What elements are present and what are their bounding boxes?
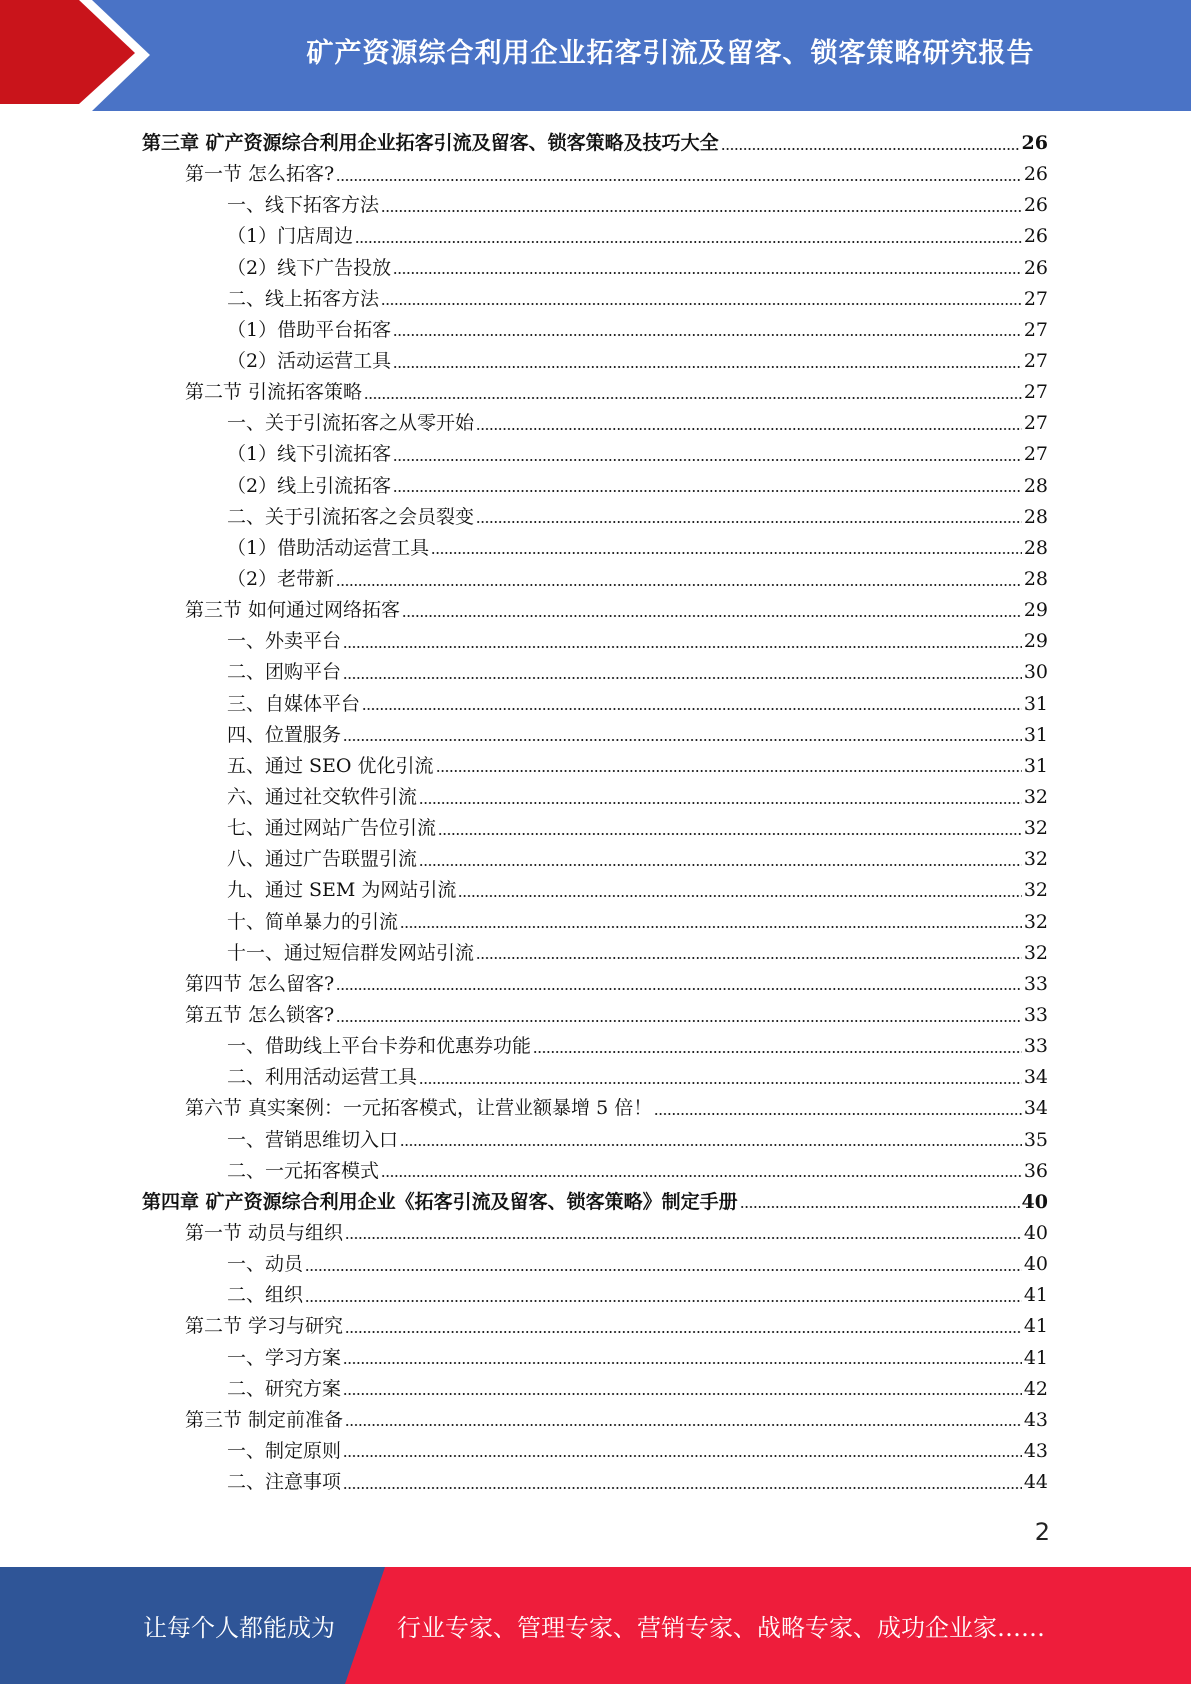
toc-dot-leader xyxy=(438,832,1022,836)
toc-chapter-entry[interactable] xyxy=(142,128,1048,159)
toc-dot-leader xyxy=(305,1268,1022,1272)
toc-entry-label: （2）老带新 xyxy=(227,568,335,591)
toc-entry-label: 二、团购平台 xyxy=(227,661,342,684)
toc-entry-page: 40 xyxy=(1023,1221,1048,1244)
toc-dot-leader xyxy=(305,1299,1022,1303)
toc-dot-leader xyxy=(343,676,1022,680)
toc-subsection-entry[interactable] xyxy=(142,1374,1048,1405)
toc-subsection-entry[interactable] xyxy=(142,907,1048,938)
toc-entry-label: 一、制定原则 xyxy=(227,1439,342,1462)
toc-entry-page: 36 xyxy=(1023,1159,1048,1182)
toc-subsection-entry[interactable] xyxy=(142,1062,1048,1093)
toc-entry-label: 八、通过广告联盟引流 xyxy=(227,848,418,871)
toc-entry-page: 27 xyxy=(1023,318,1048,341)
toc-entry-page: 34 xyxy=(1023,1097,1048,1120)
toc-entry-label: 十、简单暴力的引流 xyxy=(227,910,399,933)
toc-entry-page: 28 xyxy=(1023,536,1048,559)
toc-subsection-entry[interactable] xyxy=(142,253,1048,284)
toc-section-entry[interactable] xyxy=(142,159,1048,190)
toc-subsection-entry[interactable] xyxy=(142,408,1048,439)
toc-entry-page: 26 xyxy=(1021,132,1048,155)
toc-entry-label: 第四章 矿产资源综合利用企业《拓客引流及留客、锁客策略》制定手册 xyxy=(142,1190,738,1213)
toc-entry-page: 32 xyxy=(1023,941,1048,964)
toc-subsection-entry[interactable] xyxy=(142,1156,1048,1187)
toc-dot-leader xyxy=(436,769,1022,773)
toc-dot-leader xyxy=(355,240,1022,244)
toc-entry-label: 第二节 引流拓客策略 xyxy=(185,381,363,404)
toc-dot-leader xyxy=(364,396,1022,400)
toc-entry-label: 一、动员 xyxy=(227,1253,304,1276)
toc-dot-leader xyxy=(431,551,1022,555)
toc-entry-label: 第一节 怎么拓客? xyxy=(185,163,335,186)
toc-section-entry[interactable] xyxy=(142,1405,1048,1436)
page-number: 2 xyxy=(1034,1518,1050,1546)
toc-dot-leader xyxy=(393,489,1022,493)
toc-subsection-entry[interactable] xyxy=(142,689,1048,720)
toc-dot-leader xyxy=(343,1454,1022,1458)
toc-subsection-entry[interactable] xyxy=(142,471,1048,502)
toc-entry-label: （2）活动运营工具 xyxy=(227,350,392,373)
toc-entry-label: （1）借助平台拓客 xyxy=(227,318,392,341)
toc-entry-label: 二、关于引流拓客之会员裂变 xyxy=(227,505,475,528)
toc-subsection-entry[interactable] xyxy=(142,938,1048,969)
toc-entry-page: 35 xyxy=(1023,1128,1048,1151)
toc-section-entry[interactable] xyxy=(142,1311,1048,1342)
toc-entry-page: 33 xyxy=(1023,972,1048,995)
toc-entry-label: 五、通过 SEO 优化引流 xyxy=(227,754,434,777)
toc-subsection-entry[interactable] xyxy=(142,439,1048,470)
toc-dot-leader xyxy=(336,178,1022,182)
toc-entry-page: 26 xyxy=(1023,194,1048,217)
toc-dot-leader xyxy=(476,520,1022,524)
toc-entry-page: 28 xyxy=(1023,474,1048,497)
toc-entry-label: 第五节 怎么锁客? xyxy=(185,1004,335,1026)
toc-entry-page: 33 xyxy=(1023,1004,1048,1026)
toc-subsection-entry[interactable] xyxy=(142,533,1048,564)
toc-entry-page: 27 xyxy=(1023,350,1048,373)
toc-entry-label: （1）借助活动运营工具 xyxy=(227,536,430,559)
toc-entry-page: 32 xyxy=(1023,879,1048,902)
toc-subsection-entry[interactable] xyxy=(142,564,1048,595)
toc-entry-page: 27 xyxy=(1023,412,1048,435)
toc-dot-leader xyxy=(654,1112,1022,1116)
toc-entry-page: 30 xyxy=(1023,661,1048,684)
toc-dot-leader xyxy=(393,365,1022,369)
toc-entry-page: 44 xyxy=(1023,1471,1048,1494)
toc-entry-label: 一、借助线上平台卡券和优惠券功能 xyxy=(227,1035,532,1058)
toc-section-entry[interactable] xyxy=(142,1000,1048,1031)
footer-slogan-left: 让每个人都能成为 xyxy=(143,1614,335,1642)
toc-entry-label: 三、自媒体平台 xyxy=(227,692,361,715)
toc-entry-page: 26 xyxy=(1023,163,1048,186)
toc-subsection-entry[interactable] xyxy=(142,844,1048,875)
toc-dot-leader xyxy=(336,583,1022,587)
toc-subsection-entry[interactable] xyxy=(142,751,1048,782)
toc-entry-label: （2）线上引流拓客 xyxy=(227,474,392,497)
toc-dot-leader xyxy=(400,1143,1022,1147)
toc-dot-leader xyxy=(393,271,1022,275)
toc-entry-label: 一、关于引流拓客之从零开始 xyxy=(227,412,475,435)
toc-dot-leader xyxy=(419,801,1022,805)
toc-entry-label: （2）线下广告投放 xyxy=(227,256,392,279)
header-chevron-decoration xyxy=(0,0,150,111)
toc-dot-leader xyxy=(400,925,1022,929)
toc-chapter-entry[interactable] xyxy=(142,1187,1048,1218)
toc-dot-leader xyxy=(345,1423,1022,1427)
toc-subsection-entry[interactable] xyxy=(142,1342,1048,1373)
toc-entry-page: 28 xyxy=(1023,505,1048,528)
toc-entry-label: 二、研究方案 xyxy=(227,1377,342,1400)
toc-entry-page: 41 xyxy=(1023,1315,1048,1338)
toc-entry-label: 一、学习方案 xyxy=(227,1346,342,1369)
toc-entry-label: 六、通过社交软件引流 xyxy=(227,786,418,809)
toc-dot-leader xyxy=(343,1486,1022,1490)
toc-dot-leader xyxy=(533,1050,1022,1054)
toc-section-entry[interactable] xyxy=(142,595,1048,626)
toc-dot-leader xyxy=(476,427,1022,431)
toc-dot-leader xyxy=(381,209,1022,213)
toc-dot-leader xyxy=(402,614,1022,618)
toc-dot-leader xyxy=(476,956,1022,960)
toc-section-entry[interactable] xyxy=(142,1218,1048,1249)
toc-entry-page: 31 xyxy=(1023,754,1048,777)
toc-subsection-entry[interactable] xyxy=(142,1467,1048,1498)
toc-subsection-entry[interactable] xyxy=(142,657,1048,688)
toc-entry-label: 一、外卖平台 xyxy=(227,630,342,653)
toc-entry-label: 七、通过网站广告位引流 xyxy=(227,817,437,840)
toc-entry-page: 27 xyxy=(1023,381,1048,404)
toc-dot-leader xyxy=(345,1330,1022,1334)
toc-section-entry[interactable] xyxy=(142,969,1048,1000)
toc-subsection-entry[interactable] xyxy=(142,1436,1048,1467)
toc-dot-leader xyxy=(458,894,1021,898)
toc-entry-page: 28 xyxy=(1023,568,1048,591)
toc-section-entry[interactable] xyxy=(142,377,1048,408)
toc-subsection-entry[interactable] xyxy=(142,284,1048,315)
toc-entry-page: 26 xyxy=(1023,256,1048,279)
footer-slogan-right: 行业专家、管理专家、营销专家、战略专家、成功企业家…… xyxy=(397,1614,1045,1642)
toc-entry-page: 42 xyxy=(1023,1377,1048,1400)
toc-entry-page: 27 xyxy=(1023,287,1048,310)
toc-entry-page: 41 xyxy=(1023,1346,1048,1369)
toc-entry-page: 33 xyxy=(1023,1035,1048,1058)
header-title: 矿产资源综合利用企业拓客引流及留客、锁客策略研究报告 xyxy=(306,37,1035,69)
toc-entry-label: （1）线下引流拓客 xyxy=(227,443,392,466)
toc-entry-page: 31 xyxy=(1023,723,1048,746)
toc-entry-page: 27 xyxy=(1023,443,1048,466)
toc-entry-label: 第四节 怎么留客? xyxy=(185,972,335,995)
toc-entry-page: 31 xyxy=(1023,692,1048,715)
toc-subsection-entry[interactable] xyxy=(142,626,1048,657)
page-footer xyxy=(0,1567,1191,1684)
toc-entry-page: 43 xyxy=(1023,1439,1048,1462)
toc-dot-leader xyxy=(343,645,1022,649)
toc-section-entry[interactable] xyxy=(142,1093,1048,1124)
toc-dot-leader xyxy=(381,302,1022,306)
toc-subsection-entry[interactable] xyxy=(142,813,1048,844)
toc-dot-leader xyxy=(721,147,1020,151)
toc-entry-page: 29 xyxy=(1023,630,1048,653)
toc-subsection-entry[interactable] xyxy=(142,346,1048,377)
toc-dot-leader xyxy=(740,1205,1020,1209)
toc-dot-leader xyxy=(336,1019,1022,1023)
toc-subsection-entry[interactable] xyxy=(142,1249,1048,1280)
toc-subsection-entry[interactable] xyxy=(142,1125,1048,1156)
toc-dot-leader xyxy=(362,707,1022,711)
toc-entry-page: 32 xyxy=(1023,786,1048,809)
toc-dot-leader xyxy=(345,1236,1022,1240)
toc-subsection-entry[interactable] xyxy=(142,1280,1048,1311)
toc-subsection-entry[interactable] xyxy=(142,720,1048,751)
toc-entry-label: 第六节 真实案例：一元拓客模式，让营业额暴增 5 倍！ xyxy=(185,1097,653,1120)
toc-entry-label: 二、利用活动运营工具 xyxy=(227,1066,418,1089)
toc-subsection-entry[interactable] xyxy=(142,315,1048,346)
toc-dot-leader xyxy=(393,333,1022,337)
toc-dot-leader xyxy=(381,1174,1022,1178)
toc-entry-label: 第三节 如何通过网络拓客 xyxy=(185,599,401,622)
toc-subsection-entry[interactable] xyxy=(142,782,1048,813)
toc-dot-leader xyxy=(343,1361,1022,1365)
toc-entry-label: 第二节 学习与研究 xyxy=(185,1315,344,1338)
toc-dot-leader xyxy=(393,458,1022,462)
toc-subsection-entry[interactable] xyxy=(142,1031,1048,1062)
toc-dot-leader xyxy=(343,738,1022,742)
toc-entry-page: 43 xyxy=(1023,1408,1048,1431)
toc-subsection-entry[interactable] xyxy=(142,875,1048,906)
toc-entry-label: 二、注意事项 xyxy=(227,1471,342,1494)
toc-entry-page: 32 xyxy=(1023,848,1048,871)
toc-entry-label: 二、一元拓客模式 xyxy=(227,1159,380,1182)
page-header xyxy=(0,0,1191,111)
toc-subsection-entry[interactable] xyxy=(142,190,1048,221)
toc-subsection-entry[interactable] xyxy=(142,502,1048,533)
toc-entry-label: 一、线下拓客方法 xyxy=(227,194,380,217)
toc-entry-label: 二、组织 xyxy=(227,1284,304,1307)
toc-dot-leader xyxy=(343,1392,1022,1396)
toc-dot-leader xyxy=(419,1081,1022,1085)
toc-entry-label: 九、通过 SEM 为网站引流 xyxy=(227,879,457,902)
toc-entry-label: 一、营销思维切入口 xyxy=(227,1128,399,1151)
toc-entry-page: 29 xyxy=(1023,599,1048,622)
toc-entry-label: 第三节 制定前准备 xyxy=(185,1408,344,1431)
toc-dot-leader xyxy=(336,987,1022,991)
toc-entry-label: 十一、通过短信群发网站引流 xyxy=(227,941,475,964)
toc-entry-label: （1）门店周边 xyxy=(227,225,354,248)
toc-entry-page: 41 xyxy=(1023,1284,1048,1307)
toc-entry-label: 二、线上拓客方法 xyxy=(227,287,380,310)
toc-entry-label: 四、位置服务 xyxy=(227,723,342,746)
toc-entry-page: 40 xyxy=(1023,1253,1048,1276)
toc-entry-page: 26 xyxy=(1023,225,1048,248)
toc-entry-page: 40 xyxy=(1021,1190,1048,1213)
toc-entry-page: 32 xyxy=(1023,910,1048,933)
toc-entry-label: 第一节 动员与组织 xyxy=(185,1221,344,1244)
toc-subsection-entry[interactable] xyxy=(142,221,1048,252)
toc-entry-page: 34 xyxy=(1023,1066,1048,1089)
toc-entry-label: 第三章 矿产资源综合利用企业拓客引流及留客、锁客策略及技巧大全 xyxy=(142,132,719,155)
table-of-contents xyxy=(142,128,1048,1498)
toc-entry-page: 32 xyxy=(1023,817,1048,840)
toc-dot-leader xyxy=(419,863,1022,867)
